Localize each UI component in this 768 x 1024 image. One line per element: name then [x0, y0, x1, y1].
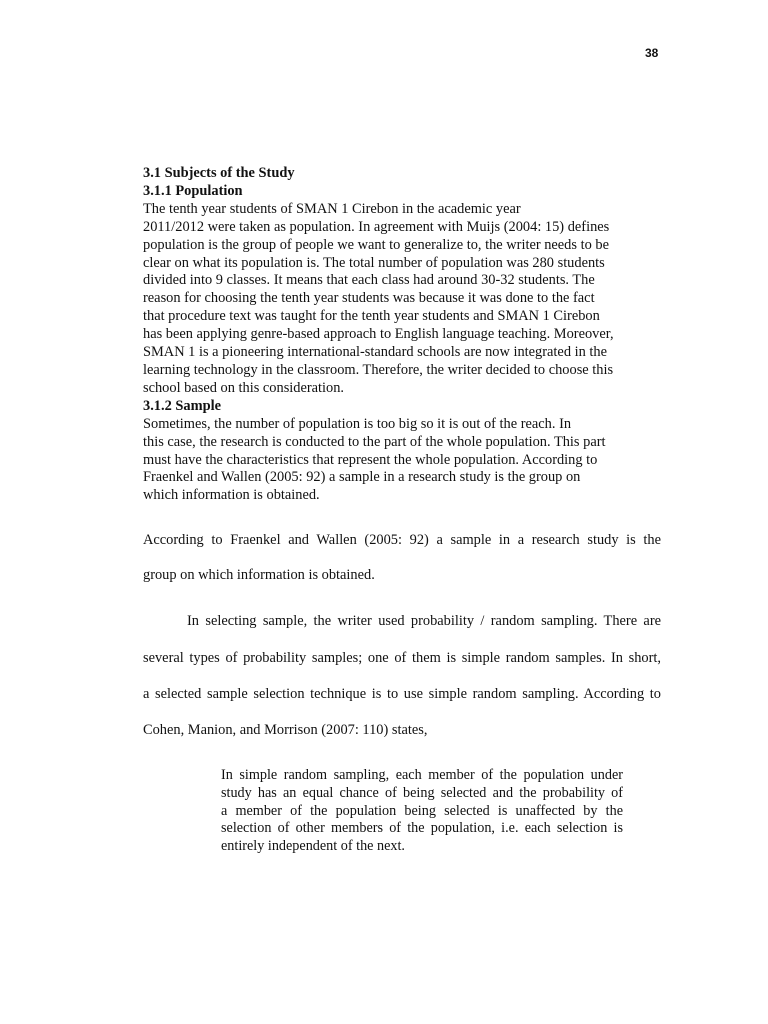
body-line: According to Fraenkel and Wallen (2005: 92) a sample in a research study is the	[143, 532, 661, 548]
population-line: has been applying genre-based approach to English language teaching. Moreover,	[143, 326, 614, 343]
section-subjects-of-study	[143, 165, 663, 505]
sample-line: which information is obtained.	[143, 487, 320, 504]
body-line: a selected sample selection technique is to use simple random sampling. According to	[143, 686, 661, 702]
sample-line: must have the characteristics that represent the whole population. According to	[143, 451, 598, 468]
page-number: 38	[645, 46, 659, 60]
body-line: group on which information is obtained.	[143, 567, 375, 583]
sample-line: this case, the research is conducted to the part of the whole population. This part	[143, 433, 606, 450]
sample-line: Sometimes, the number of population is too big so it is out of the reach. In	[143, 415, 572, 432]
quote-line: selection of other members of the population, i.e. each selection is	[221, 820, 623, 837]
population-line: divided into 9 classes. It means that each class had around 30-32 students. The	[143, 272, 595, 289]
section-heading: 3.1 Subjects of the Study	[143, 165, 295, 181]
population-heading: 3.1.1 Population	[143, 182, 243, 199]
quote-line: entirely independent of the next.	[221, 838, 405, 855]
sample-heading: 3.1.2 Sample	[143, 397, 221, 414]
population-line: reason for choosing the tenth year students was because it was done to the fact	[143, 290, 595, 307]
quote-line: a member of the population being selected is unaffected by the	[221, 802, 623, 819]
body-line: several types of probability samples; one of them is simple random samples. In short,	[143, 650, 661, 666]
sample-line: Fraenkel and Wallen (2005: 92) a sample in a research study is the group on	[143, 469, 581, 486]
population-line: SMAN 1 is a pioneering international-standard schools are now integrated in the	[143, 344, 607, 361]
population-line: school based on this consideration.	[143, 379, 345, 396]
quote-line: In simple random sampling, each member of the population under	[221, 767, 623, 783]
body-line-indented: In selecting sample, the writer used probability / random sampling. There are	[187, 613, 661, 629]
population-line: that procedure text was taught for the tenth year students and SMAN 1 Cirebon	[143, 308, 600, 325]
population-line: 2011/2012 were taken as population. In agreement with Muijs (2004: 15) defines	[143, 218, 610, 235]
body-line: Cohen, Manion, and Morrison (2007: 110) states,	[143, 722, 428, 738]
population-line: learning technology in the classroom. Therefore, the writer decided to choose this	[143, 361, 614, 378]
population-line: The tenth year students of SMAN 1 Cirebon in the academic year	[143, 200, 521, 217]
block-quote	[221, 767, 623, 856]
population-line: population is the group of people we want to generalize to, the writer needs to be	[143, 236, 609, 253]
quote-line: study has an equal chance of being selected and the probability of	[221, 784, 623, 801]
population-line: clear on what its population is. The total number of population was 280 students	[143, 254, 605, 271]
